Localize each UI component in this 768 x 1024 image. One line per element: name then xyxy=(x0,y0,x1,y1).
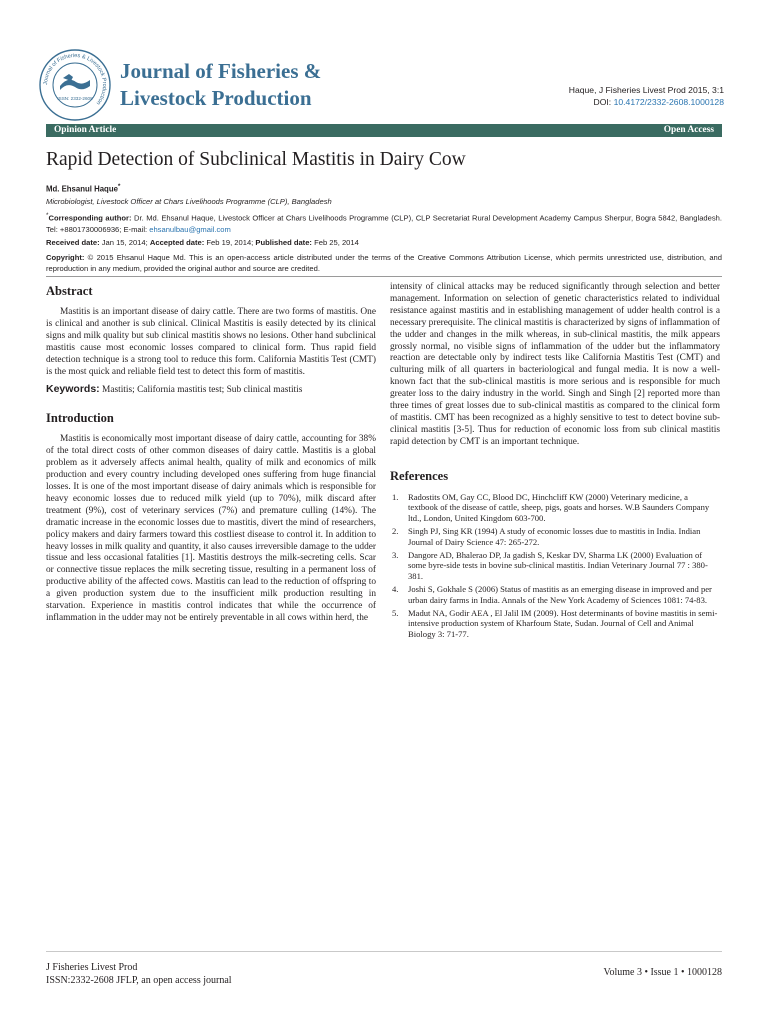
corresponding-author xyxy=(46,210,722,235)
corr-mark: * xyxy=(46,212,49,219)
introduction-heading: Introduction xyxy=(46,411,114,426)
article-type-label: Opinion Article xyxy=(54,125,117,135)
published-date: Feb 25, 2014 xyxy=(311,238,359,247)
right-column xyxy=(390,282,720,642)
reference-item: 5. Madut NA, Godir AEA , El Jalil IM (2009). Host determinants of bovine mastitis in semi-intensive production system of Kharfoum State, Sudan. Journal of Cell and Animal Biology 3: 71-77. xyxy=(392,607,718,640)
keywords xyxy=(46,384,376,397)
footer-journal: J Fisheries Livest Prod xyxy=(46,962,138,973)
doi-line xyxy=(569,96,724,108)
reference-item: 3. Dangore AD, Bhalerao DP, Ja gadish S, Keskar DV, Sharma LK (2000) Evaluation of some byre-side tests in bovine sub-clinical mastitis. Indian Veterinary Journal 77 : 380-381. xyxy=(392,549,708,582)
references-heading: References xyxy=(390,468,449,483)
citation: Haque, J Fisheries Livest Prod 2015, 3:1 xyxy=(568,85,724,95)
corr-label: Corresponding author: xyxy=(48,213,132,223)
corr-email-link[interactable]: ehsanulbau@gmail.com xyxy=(149,224,231,234)
copyright xyxy=(46,252,722,274)
received-date: Jan 15, 2014; xyxy=(99,238,148,247)
reference-item: 2. Singh PJ, Sing KR (1994) A study of economic losses due to mastitis in India. Indian Journal of Dairy Science 47: 265-272. xyxy=(392,526,701,547)
header-divider xyxy=(46,276,722,277)
references-list xyxy=(390,492,720,640)
left-column xyxy=(46,284,376,625)
article-type-band xyxy=(46,124,722,137)
reference-item: 1. Radostits OM, Gay CC, Blood DC, Hinchcliff KW (2000) Veterinary medicine, a textbook of the disease of cattle, sheep, pigs, goats and horses. W.B Saunders Company ltd., London, United Kingdom 603-700. xyxy=(392,491,710,524)
journal-title-line1: Journal of Fisheries & xyxy=(120,59,322,83)
affiliation: Microbiologist, Livestock Officer at Chars Livelihoods Programme (CLP), Bangladesh xyxy=(46,197,332,206)
abstract-text: Mastitis is an important disease of dairy cattle. There are two forms of mastitis. One is clinical and another is sub clinical. Clinical Mastitis is easily detected by its clinical signs and milk quality but sub clinical mastitis shows no lesions. Other hand subclinical mastitis cause most economic losses compared to clinical form. Thus rapid field detection technique is a strong tool to reduce this form. California Mastitis Test (CMT) is the most quick and reliable field test to detect this form of mastitis. xyxy=(46,307,376,377)
copyright-label: Copyright: xyxy=(46,253,85,262)
article-title: Rapid Detection of Subclinical Mastitis in Dairy Cow xyxy=(46,149,466,170)
footer-volume: Volume 3 • Issue 1 • 1000128 xyxy=(603,967,722,978)
accepted-label: Accepted date: xyxy=(149,238,205,247)
doi-label: DOI: xyxy=(593,97,612,107)
keywords-text: Mastitis; California mastitis test; Sub clinical mastitis xyxy=(99,385,303,396)
journal-title xyxy=(120,58,321,112)
author-mark: * xyxy=(117,183,121,190)
logo-ring-text: Journal of Fisheries & Livestock Production xyxy=(42,52,108,106)
footer-divider xyxy=(46,951,722,952)
logo-issn: ISSN: 2332-2608 xyxy=(57,96,93,101)
introduction-text-right: intensity of clinical attacks may be reduced significantly through selection and better management. Information on selection of genetic characteristics related to individual resistance against mastitis and in establishing management of udder health control is a necessary prerequisite. The clinical mastitis is characterized by signs of inflammation of the udder and changes in the milk whereas, in sub-clinical mastitis, the milk appears grossly normal, no visible signs of inflammation of the udder but the inflammatory reaction are detectable only by indirect tests like California Mastitis Test (CMT) and culturing milk of all quarters in bacteriological and fungal media. It is now a well-known fact that the sub-clinical mastitis is more serious and is responsible for much greater loss to the dairy industry in the world. Singh and Singh [2] reported more than three times of great losses due to sub-clinical mastitis as compared to the clinical form of mastitis. CMT has been recognized as a highly sensitive to test to detect bovine sub-clinical mastitis [3-5]. Thus for reduction of economic loss from sub clinical mastitis rapid detection by CMT is an important technique. xyxy=(390,282,720,447)
copyright-text: © 2015 Ehsanul Haque Md. This is an open-access article distributed under the terms of the Creative Commons Attribution License, which permits unrestricted use, distribution, and reproduction in any medium, provided the original author and source are credited. xyxy=(46,253,722,273)
received-label: Received date: xyxy=(46,238,100,247)
journal-logo xyxy=(38,48,112,122)
corr-text: Dr. Md. Ehsanul Haque, Livestock Officer at Chars Livelihoods Programme (CLP), CLP Secretariat Rural Development Academy Campus Sherpur, Bogra 5842, Bangladesh. Tel: +8801730006936; E-mail: xyxy=(46,213,722,234)
keywords-label: Keywords: xyxy=(46,383,100,396)
author-name: Md. Ehsanul Haque xyxy=(46,184,118,194)
citation-block xyxy=(569,84,724,108)
published-label: Published date: xyxy=(255,238,312,247)
doi-link[interactable]: 10.4172/2332-2608.1000128 xyxy=(613,97,724,107)
open-access-label: Open Access xyxy=(663,125,714,135)
journal-title-line2: Livestock Production xyxy=(120,86,312,110)
accepted-date: Feb 19, 2014; xyxy=(204,238,254,247)
abstract-heading: Abstract xyxy=(46,284,93,298)
reference-item: 4. Joshi S, Gokhale S (2006) Status of mastitis as an emerging disease in improved and per urban dairy farms in India. Annals of the New York Academy of Sciences 1081: 74-83. xyxy=(392,584,712,605)
introduction-text-left: Mastitis is economically most important disease of dairy cattle, accounting for 38% of the total direct costs of other common diseases of dairy cattle. Mastitis is a global problem as it adversely affects animal health, quality of milk and economics of milk production and every country including developed ones suffering from huge financial losses. It is one of the most important disease of dairy animals which is responsible for heavy economic losses due to reduced milk yield (up to 70%), milk discard after treatment (9%), cost of veterinary services (7%) and premature culling (14%). The dramatic increase in the economic losses due to mastitis, divert the mind of researchers, policy makers and dairy farmers toward this costliest disease to control it. In addition to heavy losses in milk quality and quantity, it also causes irreversible damage to the udder tissue and less occasional fatalities [1]. Mastitis destroys the milk-secreting cells. Scar or connective tissue replaces the milk secreting tissue, resulting in a permanent loss of productive ability of the affected cows. Mastitis can lead to the reduction of offspring to a given production system due to the insufficient milk production resulting in starvation. Experience in mastitis control indicates that while the occurrence of inflammation in the udder may not be entirely preventable in all cows within herd, the xyxy=(46,434,376,623)
footer-left xyxy=(46,962,232,987)
footer-issn: ISSN:2332-2608 JFLP, an open access journal xyxy=(46,974,232,986)
author-line xyxy=(46,181,722,195)
dates-line xyxy=(46,237,722,248)
